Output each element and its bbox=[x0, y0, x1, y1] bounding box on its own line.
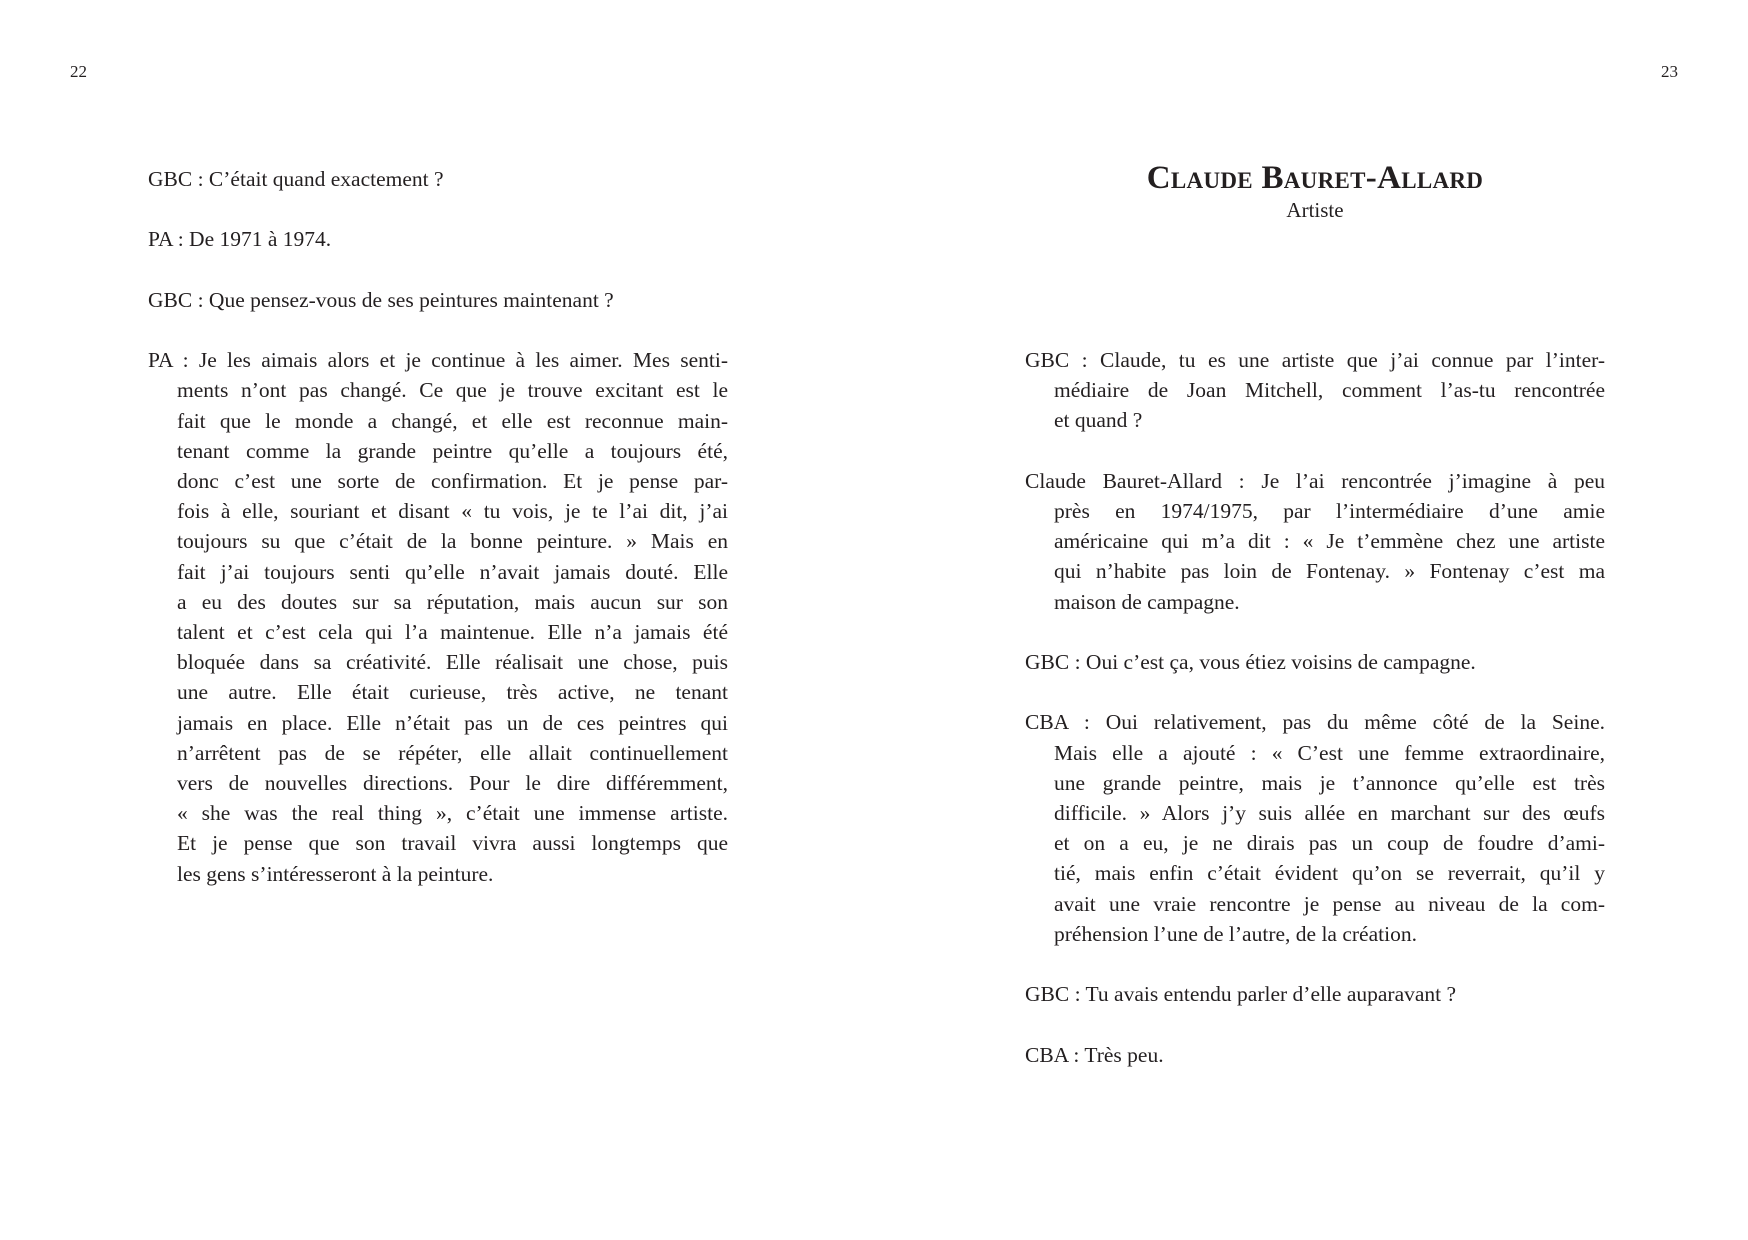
dialogue-line: difficile. » Alors j’y suis allée en marchant sur des œufs bbox=[1054, 801, 1605, 825]
dialogue-line: avait une vraie rencontre je pense au niveau de la com- bbox=[1054, 891, 1605, 916]
dialogue-line: tenant comme la grande peintre qu’elle a toujours été, bbox=[177, 438, 728, 463]
dialogue-first-line: GBC : C’était quand exactement ? bbox=[148, 167, 444, 191]
dialogue-paragraph bbox=[1025, 707, 1605, 949]
dialogue-line: vers de nouvelles directions. Pour le dire différemment, bbox=[177, 771, 728, 796]
dialogue-line: talent et c’est cela qui l’a maintenue. Elle n’a jamais été bbox=[177, 620, 728, 644]
dialogue-paragraph bbox=[1025, 647, 1605, 677]
dialogue-first-line: Claude Bauret-Allard : Je l’ai rencontrée j’imagine à peu bbox=[1025, 468, 1605, 493]
interview-text bbox=[1025, 345, 1605, 1100]
dialogue-paragraph bbox=[1025, 466, 1605, 617]
dialogue-line: américaine qui m’a dit : « Je t’emmène chez une artiste bbox=[1054, 529, 1605, 554]
dialogue-line: n’arrêtent pas de se répéter, elle allait continuellement bbox=[177, 740, 728, 765]
dialogue-paragraph bbox=[1025, 979, 1605, 1009]
dialogue-line: préhension l’une de l’autre, de la création. bbox=[1054, 921, 1417, 946]
dialogue-line: « she was the real thing », c’était une immense artiste. bbox=[177, 801, 728, 826]
dialogue-line: Mais elle a ajouté : « C’est une femme extraordinaire, bbox=[1054, 740, 1605, 765]
page-number: 23 bbox=[1661, 62, 1678, 81]
page-number: 22 bbox=[70, 62, 87, 81]
dialogue-line: une autre. Elle était curieuse, très active, ne tenant bbox=[177, 680, 728, 705]
dialogue-line: fait j’ai toujours senti qu’elle n’avait jamais douté. Elle bbox=[177, 559, 728, 584]
dialogue-line: maison de campagne. bbox=[1054, 589, 1240, 614]
dialogue-line: et quand ? bbox=[1054, 408, 1143, 433]
dialogue-paragraph bbox=[148, 345, 728, 889]
dialogue-line: les gens s’intéresseront à la peinture. bbox=[177, 861, 494, 886]
dialogue-paragraph bbox=[148, 164, 728, 194]
dialogue-line: bloquée dans sa créativité. Elle réalisait une chose, puis bbox=[177, 650, 728, 675]
dialogue-line: une grande peintre, mais je t’annonce qu’elle est très bbox=[1054, 770, 1605, 795]
dialogue-paragraph bbox=[1025, 1040, 1605, 1070]
dialogue-line: qui n’habite pas loin de Fontenay. » Fontenay c’est ma bbox=[1054, 559, 1605, 584]
dialogue-first-line: GBC : Oui c’est ça, vous étiez voisins de campagne. bbox=[1025, 650, 1476, 674]
dialogue-line: tié, mais enfin c’était évident qu’on se reverrait, qu’il y bbox=[1054, 861, 1605, 886]
dialogue-line: Et je pense que son travail vivra aussi longtemps que bbox=[177, 831, 728, 856]
dialogue-line: ments n’ont pas changé. Ce que je trouve excitant est le bbox=[177, 378, 728, 403]
dialogue-line: fois à elle, souriant et disant « tu vois, je te l’ai dit, j’ai bbox=[177, 499, 728, 524]
interviewee-role: Artiste bbox=[1286, 198, 1344, 222]
dialogue-line: a eu des doutes sur sa réputation, mais aucun sur son bbox=[177, 589, 728, 614]
dialogue-first-line: GBC : Que pensez-vous de ses peintures maintenant ? bbox=[148, 287, 614, 312]
dialogue-first-line: GBC : Tu avais entendu parler d’elle auparavant ? bbox=[1025, 982, 1457, 1007]
dialogue-line: fait que le monde a changé, et elle est reconnue main- bbox=[177, 408, 728, 433]
dialogue-paragraph bbox=[1025, 345, 1605, 436]
dialogue-line: donc c’est une sorte de confirmation. Et je pense par- bbox=[177, 468, 728, 493]
dialogue-paragraph bbox=[148, 224, 728, 254]
interviewee-name: Claude Bauret-Allard bbox=[1146, 160, 1484, 196]
dialogue-paragraph bbox=[148, 285, 728, 315]
dialogue-first-line: CBA : Oui relativement, pas du même côté de la Seine. bbox=[1025, 710, 1605, 735]
dialogue-first-line: GBC : Claude, tu es une artiste que j’ai connue par l’inter- bbox=[1025, 348, 1605, 372]
dialogue-line: toujours su que c’était de la bonne peinture. » Mais en bbox=[177, 529, 728, 554]
dialogue-line: près en 1974/1975, par l’intermédiaire d’une amie bbox=[1054, 499, 1605, 523]
dialogue-line: et on a eu, je ne dirais pas un coup de foudre d’ami- bbox=[1054, 831, 1605, 856]
interview-text bbox=[148, 164, 728, 919]
dialogue-line: médiaire de Joan Mitchell, comment l’as-tu rencontrée bbox=[1054, 378, 1605, 403]
dialogue-first-line: PA : Je les aimais alors et je continue à les aimer. Mes senti- bbox=[148, 348, 728, 373]
dialogue-first-line: PA : De 1971 à 1974. bbox=[148, 227, 332, 252]
dialogue-line: jamais en place. Elle n’était pas un de ces peintres qui bbox=[177, 710, 728, 735]
right-page bbox=[874, 0, 1748, 1240]
dialogue-first-line: CBA : Très peu. bbox=[1025, 1042, 1164, 1067]
